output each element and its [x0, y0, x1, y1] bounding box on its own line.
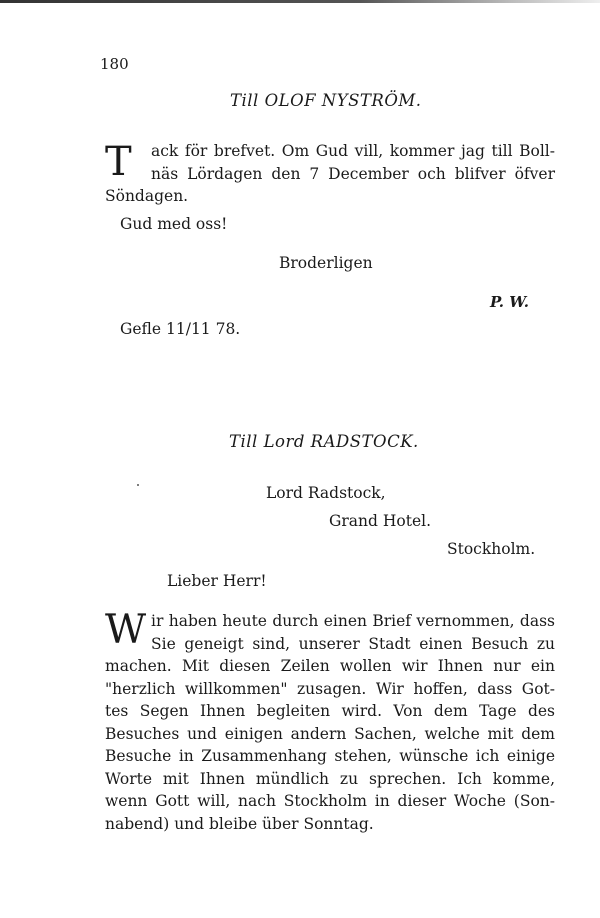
letter2-salutation: Lieber Herr!: [167, 572, 267, 590]
letter1-line: Söndagen.: [105, 187, 189, 205]
letter2-line: "herzlich willkommen" zusagen. Wir hoffen, dass Got-: [105, 679, 555, 698]
letter1-dropcap: T: [105, 139, 132, 185]
letter2-line: wenn Gott will, nach Stockholm in dieser Woche (Son-: [105, 792, 555, 810]
letter2-line: Besuches und einigen andern Sachen, welche mit dem: [105, 724, 555, 743]
letter2-address-line: Lord Radstock,: [266, 484, 386, 502]
letter2-address-line: Grand Hotel.: [329, 512, 431, 530]
letter2-line: tes Segen Ihnen begleiten wird. Von dem Tage des: [105, 702, 555, 720]
letter1-line: näs Lördagen den 7 December och blifver öfver: [151, 164, 555, 183]
letter1-dateline: Gefle 11/11 78.: [120, 320, 241, 338]
letter2-line: Sie geneigt sind, unserer Stadt einen Besuch zu: [151, 634, 555, 653]
letter2-dropcap: W: [105, 607, 147, 653]
letter1-initials: P. W.: [490, 293, 529, 311]
letter2-heading: Till Lord RADSTOCK.: [229, 432, 419, 451]
letter1-signoff: Broderligen: [279, 254, 373, 272]
letter2-line: Besuche in Zusammenhang stehen, wünsche ich einige: [105, 747, 555, 765]
letter2-body: [105, 607, 555, 835]
top-rule: [0, 0, 600, 3]
letter2-address-line: Stockholm.: [447, 540, 536, 558]
letter2-line: ir haben heute durch einen Brief vernommen, dass: [151, 612, 555, 630]
letter1-line: ack för brefvet. Om Gud vill, kommer jag till Boll-: [151, 142, 555, 160]
page-number: 180: [100, 55, 129, 73]
letter2-line: nabend) und bleibe über Sonntag.: [105, 814, 374, 833]
letter2-line: Worte mit Ihnen mündlich zu sprechen. Ich komme,: [105, 769, 555, 788]
letter1-closing: Gud med oss!: [120, 215, 228, 233]
letter2-line: machen. Mit diesen Zeilen wollen wir Ihnen nur ein: [105, 657, 555, 675]
letter1-heading: Till OLOF NYSTRÖM.: [230, 91, 422, 110]
print-speck: [137, 484, 139, 486]
letter1-body: [105, 140, 555, 208]
